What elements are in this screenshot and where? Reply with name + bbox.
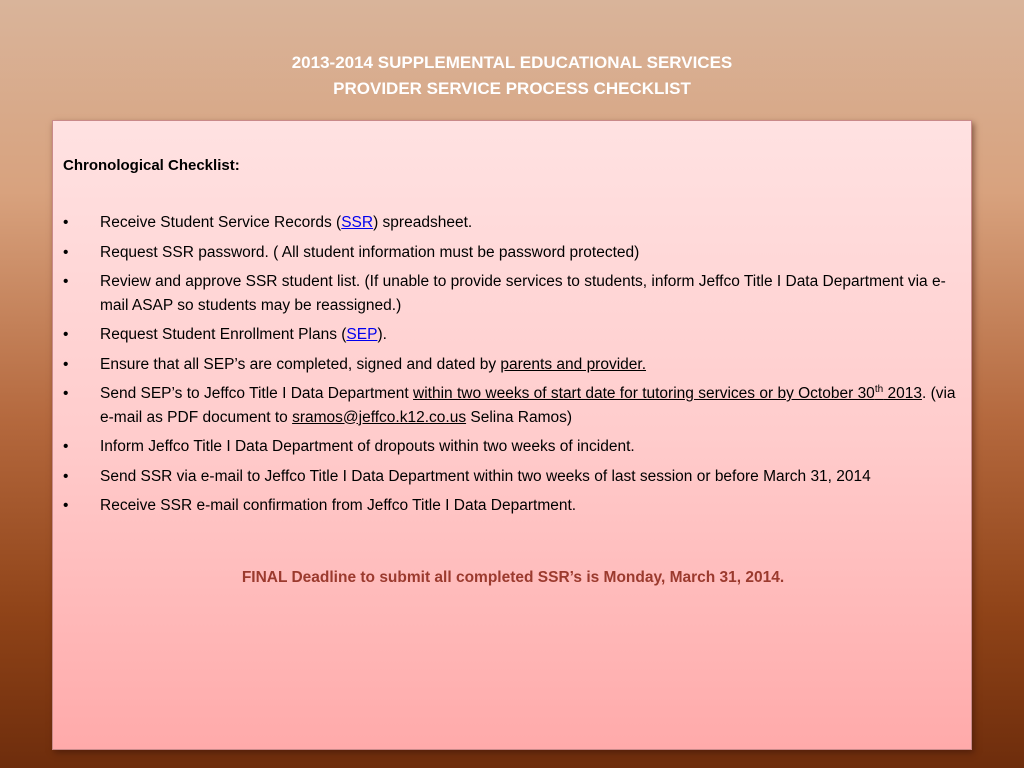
- checklist-heading: Chronological Checklist:: [63, 157, 240, 174]
- bullet-icon: •: [63, 355, 69, 373]
- list-item: [63, 241, 958, 265]
- item-text: Send SEP’s to Jeffco Title I Data Department: [100, 385, 414, 402]
- slide-title-line-1: 2013-2014 SUPPLEMENTAL EDUCATIONAL SERVICES: [291, 53, 733, 72]
- bullet-icon: •: [63, 214, 69, 231]
- bullet-icon: •: [63, 385, 69, 402]
- underlined-text: parents and provider.: [500, 355, 647, 373]
- item-text: ) spreadsheet.: [373, 214, 473, 231]
- sep-link[interactable]: SEP: [346, 326, 378, 343]
- slide-title: [0, 50, 1024, 102]
- superscript: th: [874, 383, 884, 395]
- item-text: . (via e-mail as PDF document to: [100, 385, 956, 426]
- bullet-icon: •: [63, 497, 69, 514]
- item-text: ).: [377, 326, 387, 343]
- bullet-icon: •: [63, 243, 69, 261]
- item-text: Send SSR via e-mail to Jeffco Title I Data Department within two weeks of last session or before March 31, 2014: [100, 467, 871, 485]
- list-item: [63, 211, 958, 235]
- final-deadline: FINAL Deadline to submit all completed SSR’s is Monday, March 31, 2014.: [241, 569, 785, 586]
- checklist-list: [63, 211, 958, 524]
- item-text: Receive SSR e-mail confirmation from Jeffco Title I Data Department.: [100, 497, 577, 514]
- deadline-year: 2013: [883, 385, 922, 402]
- list-item: [63, 435, 958, 459]
- item-text: Ensure that all SEP’s are completed, signed and dated by: [100, 355, 501, 373]
- bullet-icon: •: [63, 438, 69, 455]
- list-item: [63, 323, 958, 347]
- checklist-panel: [52, 120, 972, 750]
- item-text: Request Student Enrollment Plans (: [100, 326, 347, 343]
- item-text: Review and approve SSR student list. (If unable to provide services to students, inform Jeffco Title I Data Department via e-mail ASAP so students may be reassigned.): [100, 273, 946, 314]
- list-item: [63, 382, 958, 429]
- bullet-icon: •: [63, 326, 69, 343]
- list-item: [63, 353, 958, 377]
- item-text: Request SSR password. ( All student information must be password protected): [100, 243, 640, 261]
- bullet-icon: •: [63, 273, 69, 290]
- item-text: Selina Ramos): [466, 408, 573, 426]
- bullet-icon: •: [63, 467, 69, 485]
- slide-title-line-2: PROVIDER SERVICE PROCESS CHECKLIST: [333, 79, 691, 98]
- underlined-text: [413, 385, 922, 402]
- email-link[interactable]: sramos@jeffco.k12.co.us: [292, 408, 467, 426]
- list-item: [63, 270, 958, 317]
- deadline-phrase: within two weeks of start date for tutoring services or by October 30: [413, 385, 875, 402]
- list-item: [63, 494, 958, 518]
- item-text: Inform Jeffco Title I Data Department of dropouts within two weeks of incident.: [100, 438, 635, 455]
- item-text: Receive Student Service Records (: [100, 214, 342, 231]
- ssr-link[interactable]: SSR: [341, 214, 374, 231]
- list-item: [63, 465, 958, 489]
